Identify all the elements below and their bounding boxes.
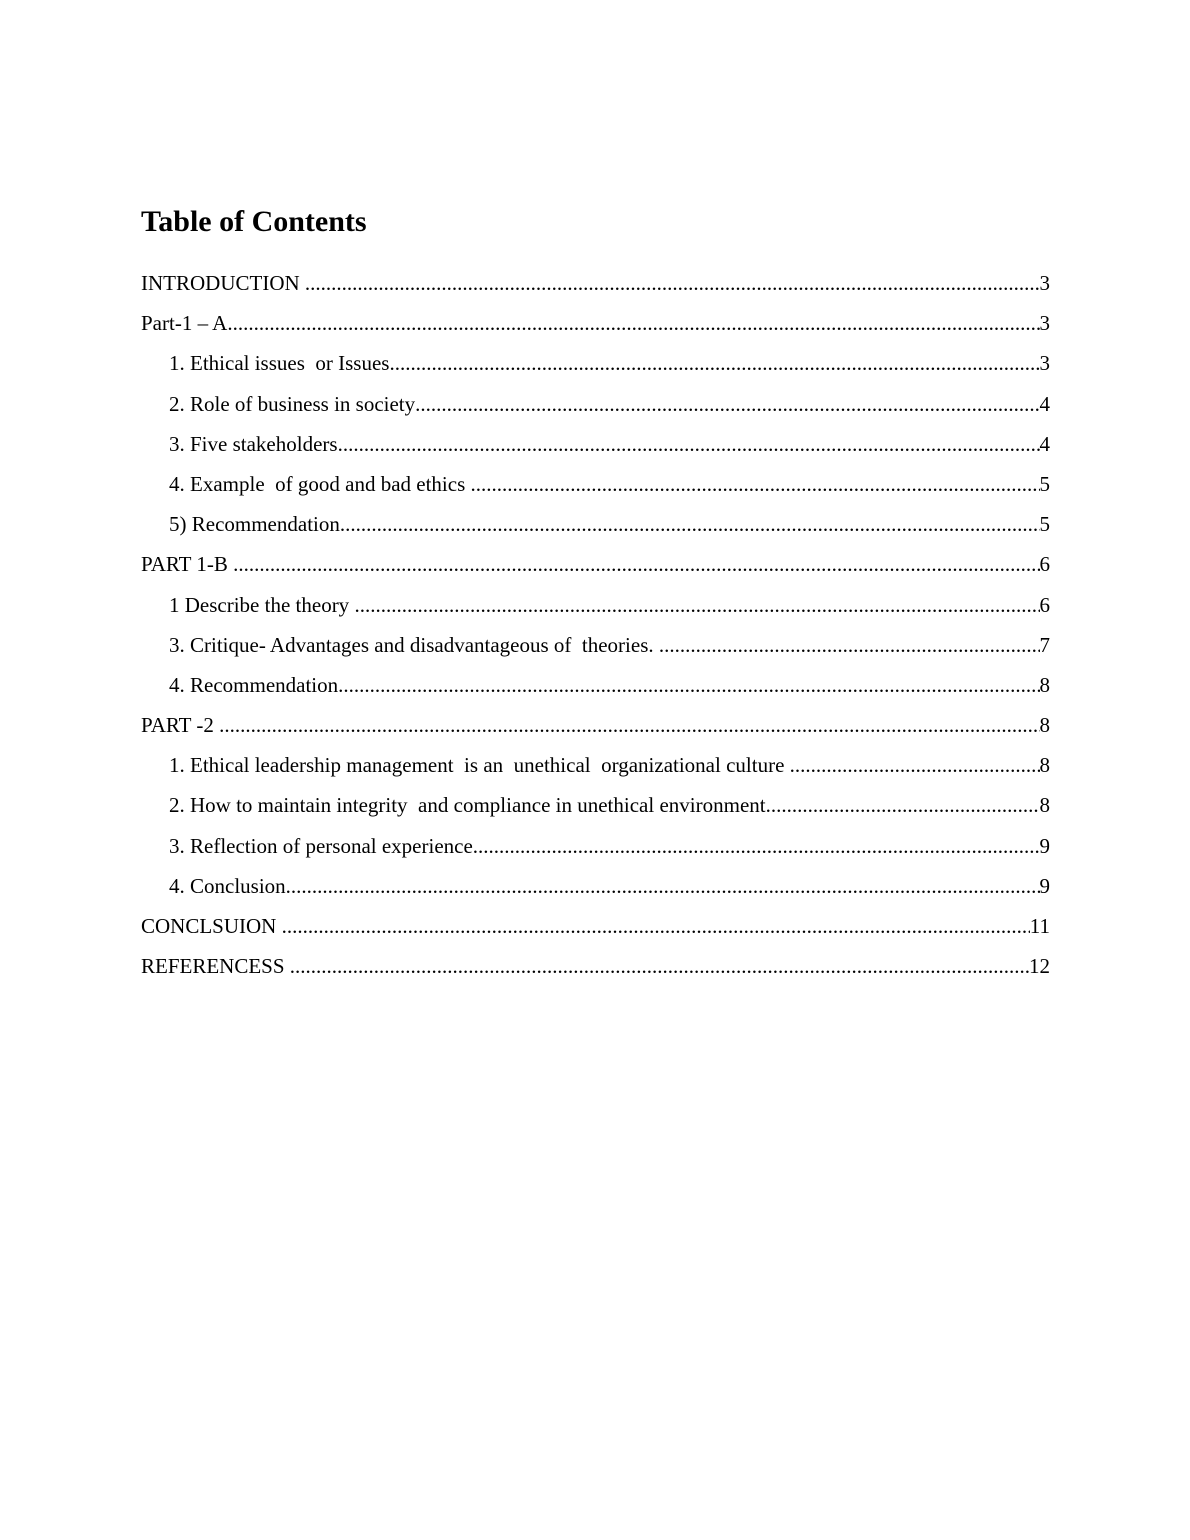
toc-entry[interactable] [141, 826, 1050, 866]
toc-page-number: 11 [1029, 914, 1050, 938]
toc-page-number: 5 [1039, 512, 1050, 537]
toc-entry[interactable] [141, 464, 1050, 504]
toc-page-number: 8 [1039, 713, 1050, 738]
toc-page-number: 9 [1039, 833, 1050, 858]
toc-entry[interactable] [141, 785, 1050, 825]
toc-entry-text: 3. Critique- Advantages and disadvantageous of theories. [169, 632, 659, 657]
toc-entry[interactable] [141, 866, 1050, 906]
toc-entry-text: INTRODUCTION [141, 271, 305, 295]
dot-leader [290, 946, 1029, 986]
dot-leader [219, 705, 1039, 745]
toc-page-number: 4 [1039, 391, 1050, 416]
toc-entry-text: PART -2 [141, 713, 220, 738]
toc-page-number: 8 [1039, 793, 1050, 818]
dot-leader [389, 343, 1039, 383]
toc-entry-text: 3. Five stakeholders [169, 431, 338, 456]
toc-entry-text: 5) Recommendation [169, 512, 340, 537]
dot-leader [340, 504, 1040, 544]
dot-leader [415, 384, 1039, 424]
toc-entry[interactable] [141, 625, 1050, 665]
toc-entry[interactable] [141, 665, 1050, 705]
toc-entry[interactable] [141, 303, 1050, 343]
toc-entry-text: 1. Ethical leadership management is an unethical organizational culture [169, 753, 790, 778]
toc-entry-text: 4. Recommendation [169, 672, 339, 697]
toc-entry[interactable] [141, 343, 1050, 383]
toc-entry-text: Part-1 – A [141, 311, 228, 336]
toc-entry-text: 3. Reflection of personal experience [169, 833, 473, 858]
dot-leader [766, 785, 1040, 825]
dot-leader [227, 303, 1039, 343]
toc-entry[interactable] [141, 946, 1050, 986]
toc-entry[interactable] [141, 424, 1050, 464]
dot-leader [473, 826, 1040, 866]
toc-entry[interactable] [141, 906, 1050, 946]
toc-entry[interactable] [141, 705, 1050, 745]
toc-page-number: 6 [1039, 592, 1050, 617]
page-title: Table of Contents [141, 205, 367, 238]
dot-leader [338, 665, 1039, 705]
toc-entry-text: 2. Role of business in society [169, 391, 416, 416]
toc-entry-text: 4. Example of good and bad ethics [169, 471, 471, 496]
toc-entry[interactable] [141, 585, 1050, 625]
dot-leader [286, 866, 1040, 906]
toc-entry-text: 4. Conclusion [169, 873, 286, 898]
toc-entry-text: 1. Ethical issues or Issues [169, 351, 390, 376]
toc-page-number: 9 [1039, 873, 1050, 898]
toc-page-number: 3 [1039, 351, 1050, 376]
toc-entry-text: 1 Describe the theory [169, 592, 355, 617]
toc-page-number: 3 [1039, 311, 1050, 336]
toc-page-number: 6 [1039, 552, 1050, 577]
toc-entry-text: 2. How to maintain integrity and compliance in unethical environment [169, 793, 766, 818]
dot-leader [659, 625, 1040, 665]
dot-leader [354, 585, 1039, 625]
toc-entry[interactable] [141, 504, 1050, 544]
dot-leader [790, 745, 1040, 785]
toc-entry[interactable] [141, 263, 1050, 303]
toc-page-number: 3 [1039, 271, 1050, 295]
dot-leader [305, 263, 1040, 303]
toc-page-number: 8 [1039, 672, 1050, 697]
dot-leader [471, 464, 1040, 504]
toc-page-number: 12 [1029, 954, 1050, 979]
dot-leader [282, 906, 1030, 946]
toc-page-number: 4 [1039, 431, 1050, 456]
toc-entry[interactable] [141, 384, 1050, 424]
toc-entry[interactable] [141, 544, 1050, 584]
toc-entry[interactable] [141, 745, 1050, 785]
toc-entry-text: CONCLSUION [141, 914, 282, 938]
toc-page-number: 8 [1039, 753, 1050, 778]
table-of-contents [141, 263, 1050, 986]
dot-leader [338, 424, 1040, 464]
toc-entry-text: PART 1-B [141, 552, 234, 577]
toc-page-number: 7 [1039, 632, 1050, 657]
toc-page-number: 5 [1039, 471, 1050, 496]
toc-entry-text: REFERENCESS [141, 954, 290, 979]
dot-leader [233, 544, 1039, 584]
